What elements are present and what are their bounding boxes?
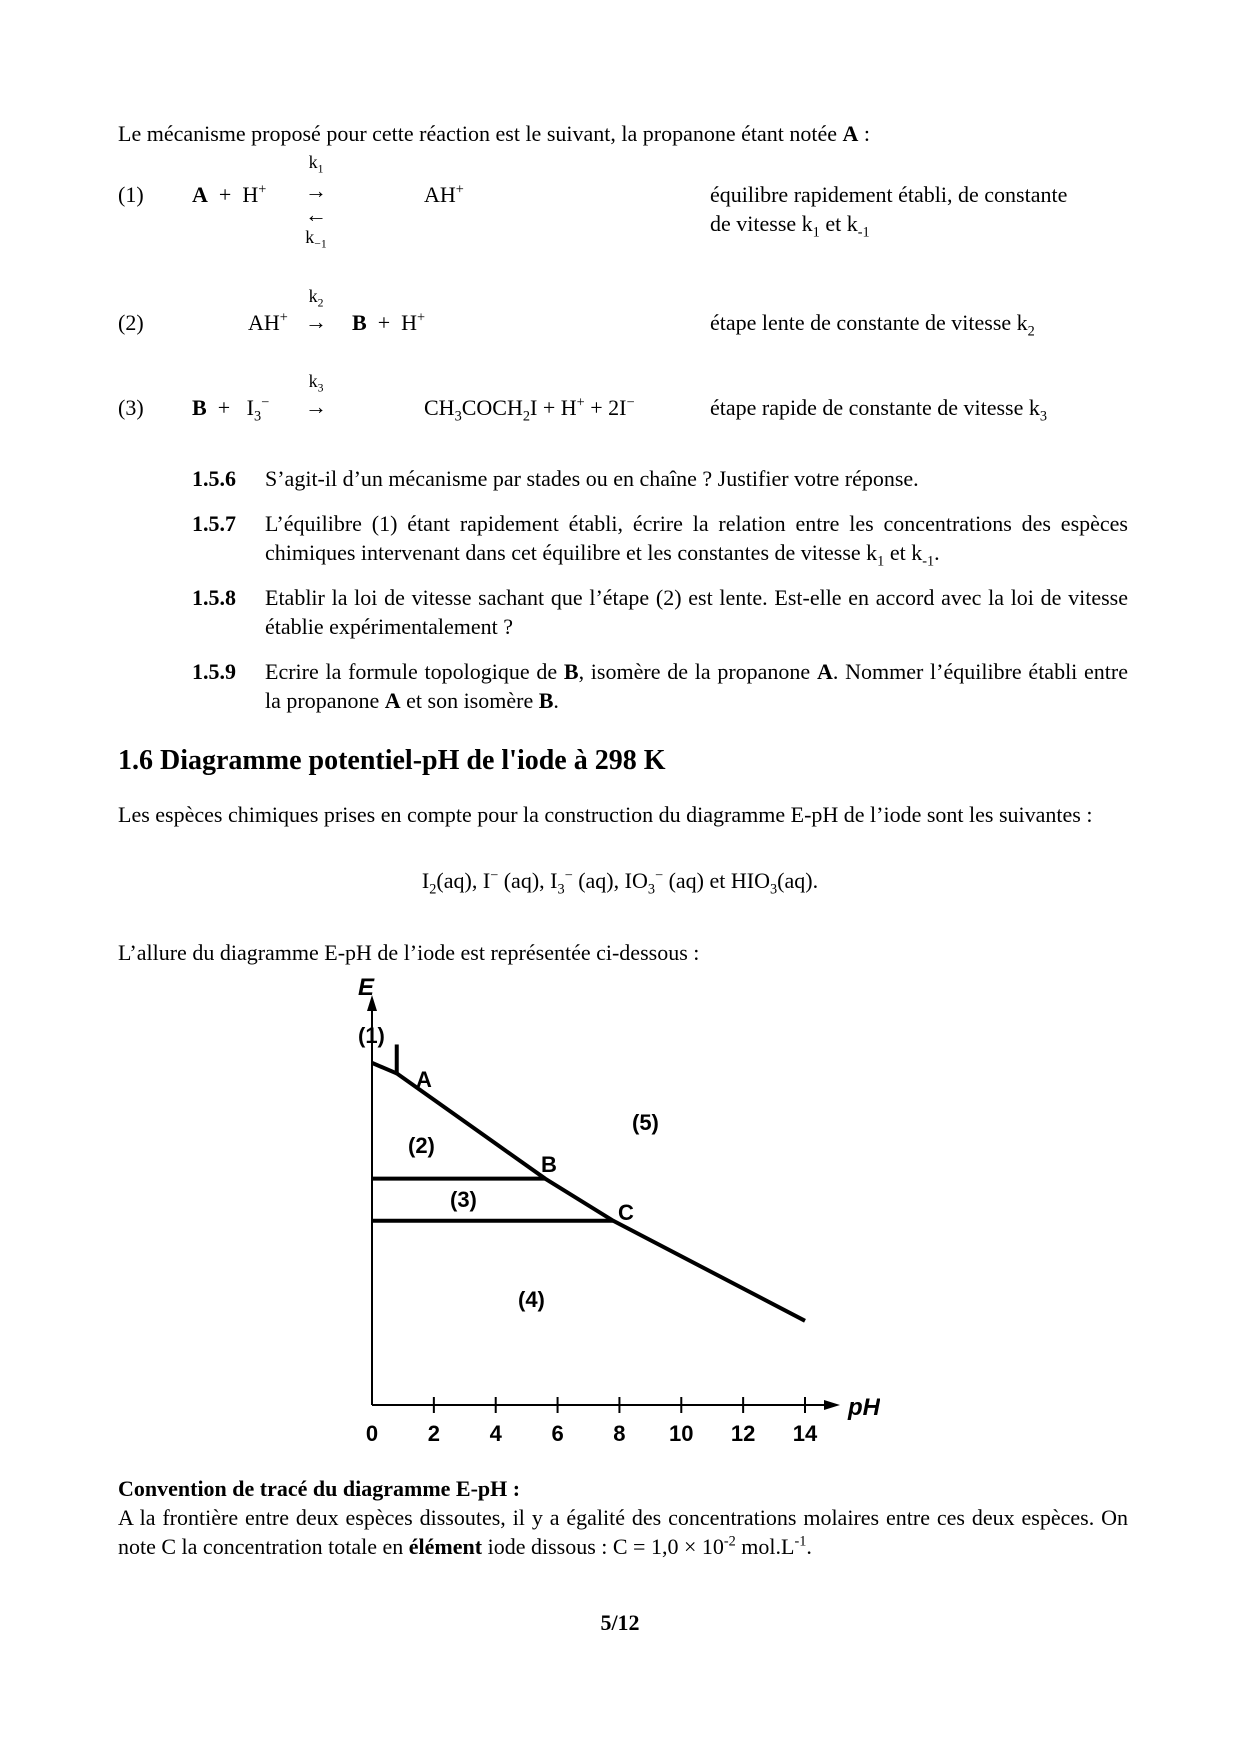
page-number: 5/12: [600, 1610, 640, 1635]
region-label-1: (1): [358, 1023, 385, 1048]
forward-arrow: →: [305, 178, 327, 203]
region-label-5: (5): [632, 1110, 659, 1135]
boundary-line: [372, 1063, 397, 1074]
convention-title: Convention de tracé du diagramme E-pH :: [118, 1476, 521, 1501]
step1-description: équilibre rapidement établi, de constante de vitesse $k_1$ et $k_{-1}$: [710, 182, 1068, 241]
k2-label: $k_2$: [308, 286, 324, 310]
step2-lhs: AH+: [248, 309, 288, 335]
boundary-lines: [372, 1044, 805, 1320]
step-number: (3): [118, 395, 144, 420]
x-tick-label: 2: [427, 1421, 440, 1446]
step3-description: étape rapide de constante de vitesse $k_3$: [710, 395, 1048, 425]
intro-text: Le mécanisme proposé pour cette réaction est le suivant, la propanone étant notée: [118, 121, 843, 146]
k1-label: $k_1$: [308, 152, 324, 176]
question-1-5-9: [192, 657, 1128, 715]
question-text: S’agit-il d’un mécanisme par stades ou en chaîne ? Justifier votre réponse.: [265, 466, 919, 491]
backward-arrow: ←: [305, 202, 327, 227]
x-axis-label: pH: [848, 1394, 880, 1421]
step1-lhs: [192, 180, 266, 209]
species-h: H: [242, 182, 259, 207]
mechanism-step-2: [118, 283, 1128, 363]
section-title: 1.6 Diagramme potentiel-pH de l'iode à 298 K: [118, 745, 666, 776]
question-1-5-6: [192, 464, 1128, 493]
point-label-b: B: [541, 1152, 557, 1177]
question-1-5-7: [192, 509, 1128, 570]
convention-text: A la frontière entre deux espèces dissoutes, il y a égalité des concentrations molaires entre ces deux espèces. On note C la concentration totale en élément iode dissous : $C = 1,0 \times 10^{-2}$ $mol.L^{-1}$.: [118, 1505, 1128, 1559]
plus-sign: +: [218, 182, 232, 207]
question-text: Etablir la loi de vitesse sachant que l’étape (2) est lente. Est-elle en accord avec la loi de vitesse établie expérimentalement ?: [265, 585, 1128, 639]
region-label-4: (4): [518, 1287, 545, 1312]
k-minus1-label: $k_{-1}$: [305, 227, 327, 251]
point-label-a: A: [416, 1067, 432, 1092]
mechanism-step-3: [118, 368, 1128, 448]
section-paragraph-1: Les espèces chimiques prises en compte pour la construction du diagramme E-pH de l’iode sont les suivantes :: [118, 802, 1093, 827]
question-text: Ecrire la formule topologique de B, isomère de la propanone A. Nommer l’équilibre établi entre la propanone A et son isomère B.: [265, 659, 1129, 713]
step3-lhs: B + $I_3^-$: [192, 394, 270, 425]
question-number: 1.5.9: [192, 659, 236, 684]
step2-description: étape lente de constante de vitesse $k_2$: [710, 310, 1035, 340]
charge: +: [258, 181, 267, 198]
forward-arrow: →: [305, 309, 327, 334]
intro-bold-a: A: [842, 121, 859, 146]
forward-arrow: →: [305, 394, 327, 419]
species-list: $I_2(aq)$, I− (aq), $I_3^-$ (aq), $IO_3^-$ (aq) et $HIO_3(aq)$.: [421, 867, 819, 898]
mechanism-step-1: [118, 151, 1128, 251]
intro-line: [118, 119, 870, 148]
step-number: (1): [118, 182, 144, 207]
section-paragraph-2: L’allure du diagramme E-pH de l’iode est représentée ci-dessous :: [118, 940, 700, 965]
step1-rhs: AH+: [424, 181, 464, 207]
step-number: (2): [118, 310, 144, 335]
x-axis-arrow: [824, 1400, 840, 1410]
x-tick-label: 6: [551, 1421, 564, 1446]
point-label-c: C: [618, 1200, 634, 1225]
region-label-2: (2): [408, 1133, 435, 1158]
question-number: 1.5.7: [192, 511, 236, 536]
question-number: 1.5.6: [192, 466, 236, 491]
region-label-3: (3): [450, 1187, 477, 1212]
y-axis-label: E: [358, 975, 375, 1001]
species-a: A: [192, 182, 208, 207]
step3-rhs: $CH_3COCH_2I + H^+ + 2I^-$: [424, 394, 635, 425]
question-number: 1.5.8: [192, 585, 236, 610]
x-tick-label: 14: [792, 1421, 818, 1446]
question-1-5-8: [192, 583, 1128, 641]
x-tick-label: 4: [489, 1421, 502, 1446]
e-ph-diagram: [340, 975, 880, 1455]
x-tick-label: 0: [365, 1421, 379, 1446]
x-tick-label: 8: [613, 1421, 626, 1446]
question-text: L’équilibre (1) étant rapidement établi, écrire la relation entre les concentrations des espèces chimiques intervenant dans cet équilibre et les constantes de vitesse $k_1$ et $k_{-1}$.: [265, 511, 1128, 570]
x-tick-label: 10: [669, 1421, 694, 1446]
step2-rhs: B + H+: [352, 309, 426, 335]
x-tick-label: 12: [730, 1421, 756, 1446]
intro-tail: :: [858, 121, 871, 146]
k3-label: $k_3$: [308, 371, 324, 395]
